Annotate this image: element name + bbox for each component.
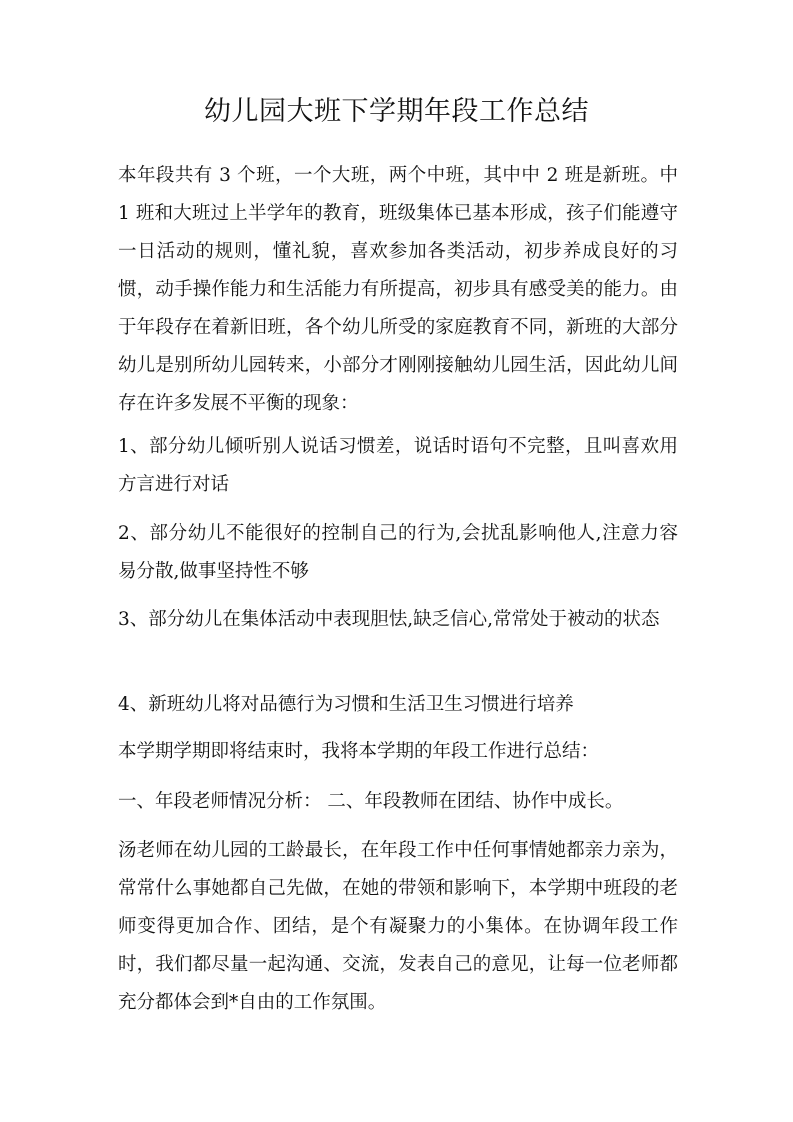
document-title: 幼儿园大班下学期年段工作总结 <box>204 96 589 127</box>
paragraph-intro: 本年段共有 3 个班，一个大班，两个中班，其中中 2 班是新班。中 1 班和大班过上半学年的教育，班级集体已基本形成，孩子们能遵守一日活动的规则，懂礼貌，喜欢参加各类活动，初步养成良好的习惯，动手操作能力和生活能力有所提高，初步具有感受美的能力。由于年段存在着新旧班，各个幼儿所受的家庭教育不同，新班的大部分幼儿是别所幼儿园转来，小部分才刚刚接触幼儿园生活，因此幼儿间存在许多发展不平衡的现象： <box>118 165 678 414</box>
paragraph-summary-intro: 本学期学期即将结束时，我将本学期的年段工作进行总结： <box>118 741 600 762</box>
paragraph-item-3: 3、部分幼儿在集体活动中表现胆怯,缺乏信心,常常处于被动的状态 <box>118 609 660 630</box>
paragraph-item-1: 1、部分幼儿倾听别人说话习惯差，说话时语句不完整，且叫喜欢用方言进行对话 <box>118 436 678 495</box>
paragraph-teacher: 汤老师在幼儿园的工龄最长，在年段工作中任何事情她都亲力亲为，常常什么事她都自己先做，在她的带领和影响下，本学期中班段的老师变得更加合作、团结，是个有凝聚力的小集体。在协调年段工作时，我们都尽量一起沟通、交流，发表自己的意见，让每一位老师都充分都体会到*自由的工作氛围。 <box>118 840 678 1013</box>
paragraph-item-2: 2、部分幼儿不能很好的控制自己的行为,会扰乱影响他人,注意力容易分散,做事坚持性不够 <box>118 523 678 582</box>
paragraph-item-4: 4、新班幼儿将对品德行为习惯和生活卫生习惯进行培养 <box>118 694 574 715</box>
paragraph-section-headings: 一、年段老师情况分析： 二、年段教师在团结、协作中成长。 <box>118 791 624 812</box>
